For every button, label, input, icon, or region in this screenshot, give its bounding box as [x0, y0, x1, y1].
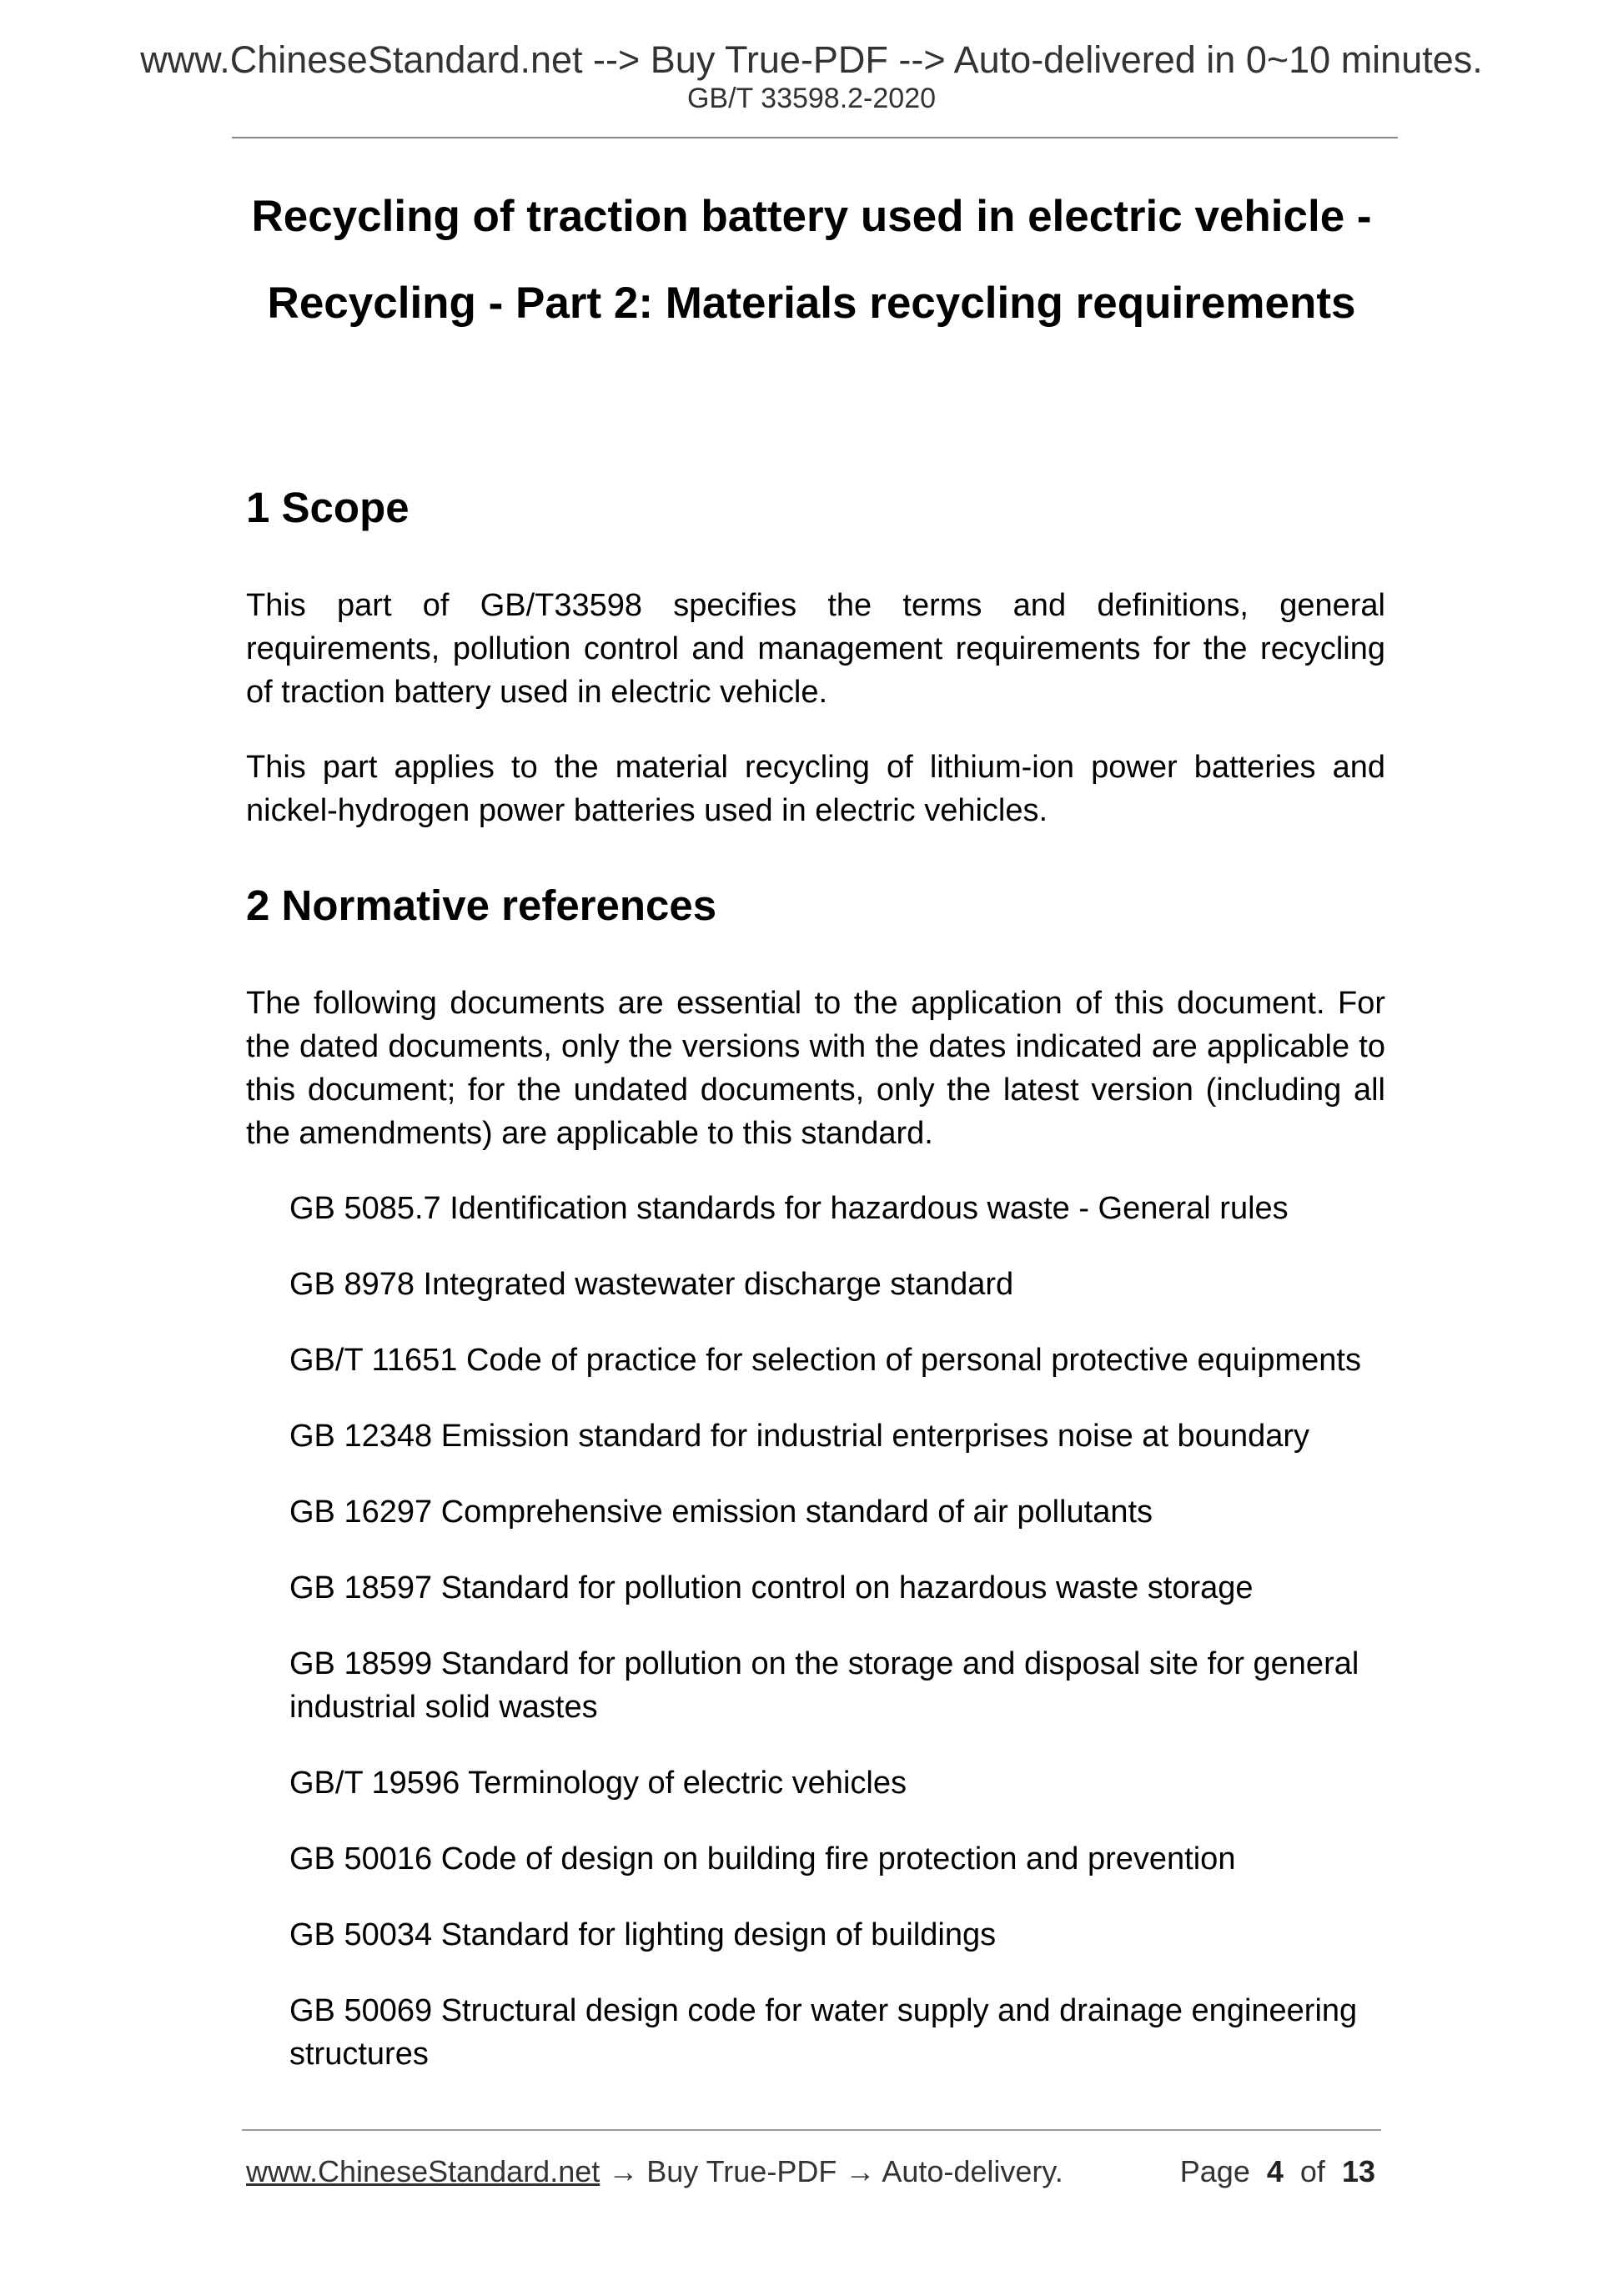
- section-heading-references: 2 Normative references: [246, 882, 717, 929]
- scope-paragraph-2: This part applies to the material recycling of lithium-ion power batteries and nickel-hydrogen power batteries used in electric vehicles.: [246, 750, 1385, 828]
- reference-item: GB 12348 Emission standard for industrial enterprises noise at boundary: [289, 1419, 1310, 1454]
- reference-item: GB 50016 Code of design on building fire protection and prevention: [289, 1841, 1236, 1876]
- references-intro: The following documents are essential to the application of this document. For the dated documents, only the versions with the dates indicated are applicable to this document; for the undated documents, only the latest version (including all the amendments) are applicable to this standard.: [246, 986, 1385, 1151]
- reference-item: GB 16297 Comprehensive emission standard of air pollutants: [289, 1495, 1153, 1530]
- reference-item: GB 8978 Integrated wastewater discharge standard: [289, 1267, 1014, 1302]
- document-code: GB/T 33598.2-2020: [686, 83, 937, 114]
- page-label: Page: [1179, 2154, 1250, 2188]
- reference-item: GB 5085.7 Identification standards for hazardous waste - General rules: [289, 1191, 1289, 1226]
- footer-site-link[interactable]: www.ChineseStandard.net: [246, 2154, 600, 2188]
- of-label: of: [1299, 2154, 1325, 2188]
- page-total: 13: [1341, 2154, 1375, 2188]
- footer-tagline: → Buy True-PDF → Auto-delivery.: [600, 2154, 1063, 2188]
- reference-item: GB/T 19596 Terminology of electric vehicles: [289, 1766, 907, 1801]
- site-banner: www.ChineseStandard.net --> Buy True-PDF --> Auto-delivered in 0~10 minutes.: [140, 38, 1483, 81]
- reference-item: GB/T 11651 Code of practice for selection of personal protective equipments: [289, 1343, 1361, 1378]
- reference-item: GB 18597 Standard for pollution control on hazardous waste storage: [289, 1570, 1254, 1605]
- page-indicator: [1180, 2150, 1375, 2193]
- reference-item: GB 50069 Structural design code for water supply and drainage engineering structures: [289, 1993, 1358, 2072]
- footer-promo: [246, 2150, 1063, 2193]
- page-number: 4: [1266, 2154, 1284, 2188]
- document-title-line-1: Recycling of traction battery used in electric vehicle -: [251, 192, 1372, 241]
- reference-item: GB 50034 Standard for lighting design of buildings: [289, 1917, 997, 1952]
- scope-paragraph-1: This part of GB/T33598 specifies the terms and definitions, general requirements, pollution control and management requirements for the recycling of traction battery used in electric vehicle.: [246, 588, 1385, 710]
- header-divider: [232, 137, 1398, 138]
- footer-divider: [242, 2129, 1381, 2131]
- document-title-line-2: Recycling - Part 2: Materials recycling requirements: [267, 279, 1356, 328]
- section-heading-scope: 1 Scope: [246, 484, 410, 531]
- page-footer: [246, 2150, 1375, 2193]
- reference-item: GB 18599 Standard for pollution on the storage and disposal site for general industrial solid wastes: [289, 1646, 1359, 1725]
